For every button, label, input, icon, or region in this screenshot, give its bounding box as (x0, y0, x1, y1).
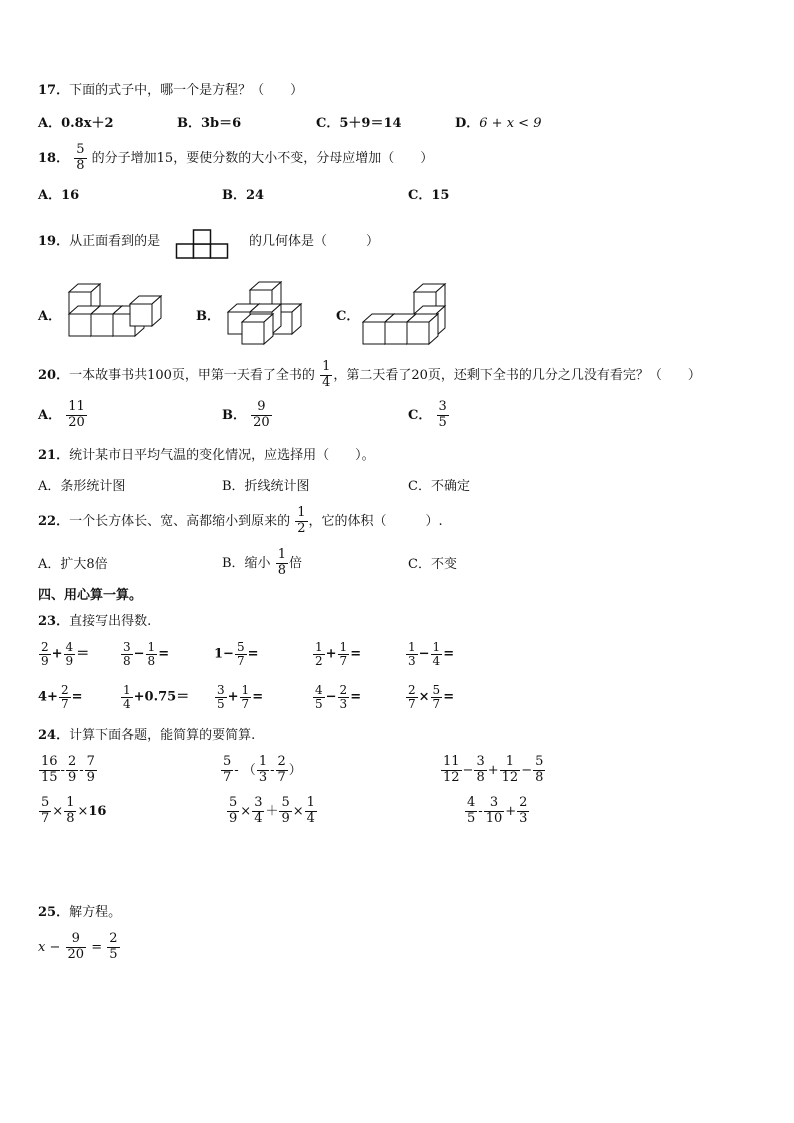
section-heading: 四、用心算一算。 (38, 588, 143, 603)
oral-calc-item: $\frac{1}{2}$ + $\frac{1}{7}$ = (315, 640, 362, 668)
q25-stem: 25．解方程。 (38, 905, 122, 920)
q19-option-c: C． (336, 309, 360, 324)
solid-figure-b (222, 280, 332, 352)
fraction: $\frac{1}{4}$ (322, 359, 331, 390)
q17-option-d: D．6 + x < 9 (455, 116, 542, 131)
q20-option-a: A． $\frac{11}{20}$ (38, 399, 85, 430)
oral-calc-item: $\frac{4}{5}$ − $\frac{2}{3}$ = (315, 683, 362, 711)
q24-expr-1: $\frac{16}{15}$ - $\frac{2}{9}$ - $\frac{7}{9}$ (41, 754, 95, 785)
q22-option-b: B．缩小 $\frac{1}{8}$ 倍 (222, 547, 302, 578)
oral-calc-item: $\frac{1}{4}$ +0.75＝ (123, 683, 190, 711)
oral-calc-item: $\frac{1}{3}$ − $\frac{1}{4}$ = (408, 640, 455, 668)
q21-option-a: A．条形统计图 (38, 479, 126, 494)
oral-calc-item: $\frac{2}{9}$ + $\frac{4}{9}$ ＝ (41, 640, 90, 668)
solid-figure-c (362, 282, 462, 352)
q21-option-c: C．不确定 (408, 479, 470, 494)
q24-expr-3: $\frac{11}{12}$ − $\frac{3}{8}$ + $\frac{1}{12}$ − $\frac{5}{8}$ (443, 754, 544, 785)
q24-expr-4: $\frac{5}{7}$ × $\frac{1}{8}$ ×16 (41, 795, 107, 826)
q18-option-b: B．24 (222, 188, 265, 203)
oral-calc-item: $\frac{3}{8}$ − $\frac{1}{8}$ = (123, 640, 170, 668)
cube-face (363, 322, 385, 344)
q22-option-a: A．扩大8倍 (38, 557, 108, 572)
q21-option-b: B．折线统计图 (222, 479, 310, 494)
front-view-figure (176, 229, 228, 259)
q24-expr-2: $\frac{5}{7}$ - （ $\frac{1}{3}$ - $\frac{2}{7}$ ） (223, 754, 302, 785)
cube-face (69, 314, 91, 336)
cube-face (407, 322, 429, 344)
q17-option-b: B．3b＝6 (177, 116, 242, 131)
q17-stem: 17．下面的式子中，哪一个是方程？（ ） (38, 83, 304, 98)
q22-stem: 22．一个长方体长、宽、高都缩小到原来的 $\frac{1}{2}$ ，它的体积（ ）. (38, 505, 443, 536)
q22-option-c: C．不变 (408, 557, 457, 572)
q18-stem: 18． $\frac{5}{8}$ 的分子增加15，要使分数的大小不变，分母应增加（ ） (38, 142, 434, 173)
q20-option-c: C． $\frac{3}{5}$ (408, 399, 447, 430)
q20-stem: 20．一本故事书共100页，甲第一天看了全书的 $\frac{1}{4}$ ，第二天看了20页，还剩下全书的几分之几没有看完？（ ） (38, 359, 701, 390)
oral-calc-item: 4+ $\frac{2}{7}$ = (38, 683, 83, 711)
q19-option-a: A． (38, 309, 62, 324)
q23-stem: 23．直接写出得数. (38, 614, 152, 629)
cube-face (242, 322, 264, 344)
oral-calc-item: $\frac{3}{5}$ + $\frac{1}{7}$ = (217, 683, 264, 711)
q21-stem: 21．统计某市日平均气温的变化情况，应选择用（ ）。 (38, 448, 375, 463)
oral-calc-item: 1− $\frac{5}{7}$ = (214, 640, 259, 668)
q24-expr-5: $\frac{5}{9}$ × $\frac{3}{4}$ ＋ $\frac{5}{9}$ × $\frac{1}{4}$ (229, 795, 315, 826)
q17-option-a: A．0.8x＋2 (38, 116, 114, 131)
q17-option-c: C．5＋9＝14 (316, 116, 402, 131)
cube-face (385, 322, 407, 344)
solid-figure-a (68, 282, 168, 352)
q19-stem: 19．从正面看到的是 (38, 234, 161, 249)
q18-option-a: A．16 (38, 188, 80, 203)
q18-option-c: C．15 (408, 188, 450, 203)
cube-face (130, 304, 152, 326)
q25-equation: x − $\frac{9}{20}$ = $\frac{2}{5}$ (38, 931, 118, 962)
q19-stem-b: 的几何体是（ ） (249, 234, 380, 249)
oral-calc-item: $\frac{2}{7}$ × $\frac{5}{7}$ = (408, 683, 455, 711)
fraction: $\frac{5}{8}$ (76, 142, 85, 173)
cube-face (91, 314, 113, 336)
q24-stem: 24．计算下面各题，能简算的要简算. (38, 728, 256, 743)
q24-expr-6: $\frac{4}{5}$ - $\frac{3}{10}$ + $\frac{2}{3}$ (467, 795, 528, 826)
q19-option-b: B． (196, 309, 220, 324)
q20-option-b: B． $\frac{9}{20}$ (222, 399, 270, 430)
